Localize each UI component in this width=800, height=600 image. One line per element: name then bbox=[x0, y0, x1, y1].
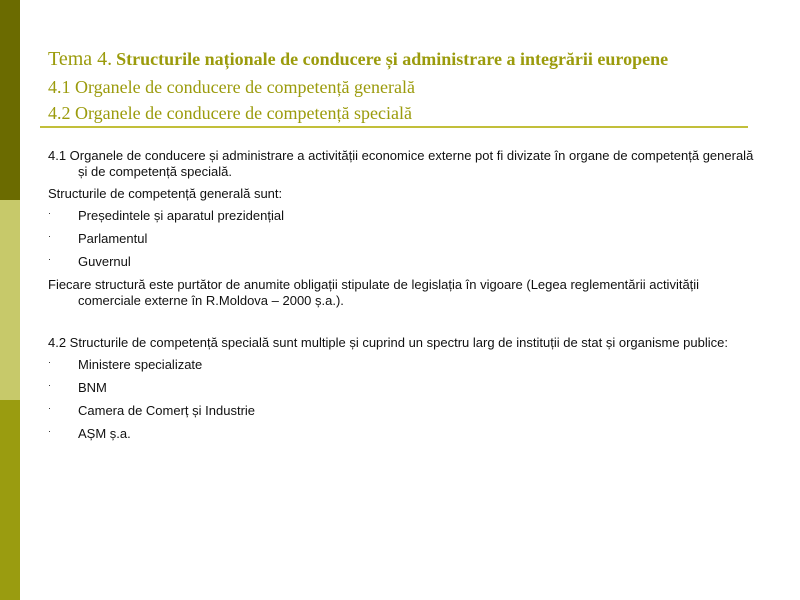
list-item bbox=[48, 357, 760, 373]
bullet-icon: · bbox=[48, 208, 51, 218]
list-item-text: Guvernul bbox=[78, 254, 131, 269]
bullet-icon: · bbox=[48, 380, 51, 390]
title-prefix: Tema 4. bbox=[48, 48, 113, 70]
list-item-text: Parlamentul bbox=[78, 231, 148, 246]
paragraph-obligations: Fiecare structură este purtător de anumite obligații stipulate de legislația în vigoare (Legea reglementării activității comerciale externe în R.Moldova – 2000 ș.a.). bbox=[48, 277, 700, 308]
slide-body bbox=[48, 148, 760, 449]
title-divider bbox=[40, 126, 748, 128]
sidebar-segment-bottom bbox=[0, 400, 20, 600]
list-item bbox=[48, 254, 760, 270]
bullet-icon: · bbox=[48, 426, 51, 436]
bullet-icon: · bbox=[48, 403, 51, 413]
sidebar-segment-middle bbox=[0, 200, 20, 400]
title-line-2: 4.1 Organele de conducere de competență generală bbox=[48, 77, 415, 97]
paragraph-special-structures: 4.2 Structurile de competență specială sunt multiple și cuprind un spectru larg de instituții de stat și organisme publice: bbox=[48, 335, 728, 350]
title-line-3: 4.2 Organele de conducere de competență specială bbox=[48, 103, 412, 123]
paragraph-general-structures: Structurile de competență generală sunt: bbox=[48, 186, 283, 201]
list-item bbox=[48, 426, 760, 442]
list-item-text: BNM bbox=[78, 380, 107, 395]
bullet-icon: · bbox=[48, 254, 51, 264]
spacer bbox=[48, 315, 760, 335]
list-item bbox=[48, 380, 760, 396]
bullet-icon: · bbox=[48, 357, 51, 367]
slide-title bbox=[48, 46, 768, 126]
paragraph-intro: 4.1 Organele de conducere și administrare a activității economice externe pot fi divizate în organe de competență generală și de competență specială. bbox=[48, 148, 754, 179]
title-line-1 bbox=[48, 46, 768, 74]
list-item-text: Președintele și aparatul prezidențial bbox=[78, 208, 284, 223]
list-item-text: AȘM ș.a. bbox=[78, 426, 131, 441]
list-item bbox=[48, 231, 760, 247]
list-item-text: Camera de Comerț și Industrie bbox=[78, 403, 256, 418]
bullet-icon: · bbox=[48, 231, 51, 241]
sidebar-segment-top bbox=[0, 0, 20, 200]
list-item-text: Ministere specializate bbox=[78, 357, 203, 372]
list-item bbox=[48, 208, 760, 224]
title-main: Structurile naționale de conducere și administrare a integrării europene bbox=[116, 49, 669, 69]
sidebar-stripe bbox=[0, 0, 20, 600]
list-item bbox=[48, 403, 760, 419]
